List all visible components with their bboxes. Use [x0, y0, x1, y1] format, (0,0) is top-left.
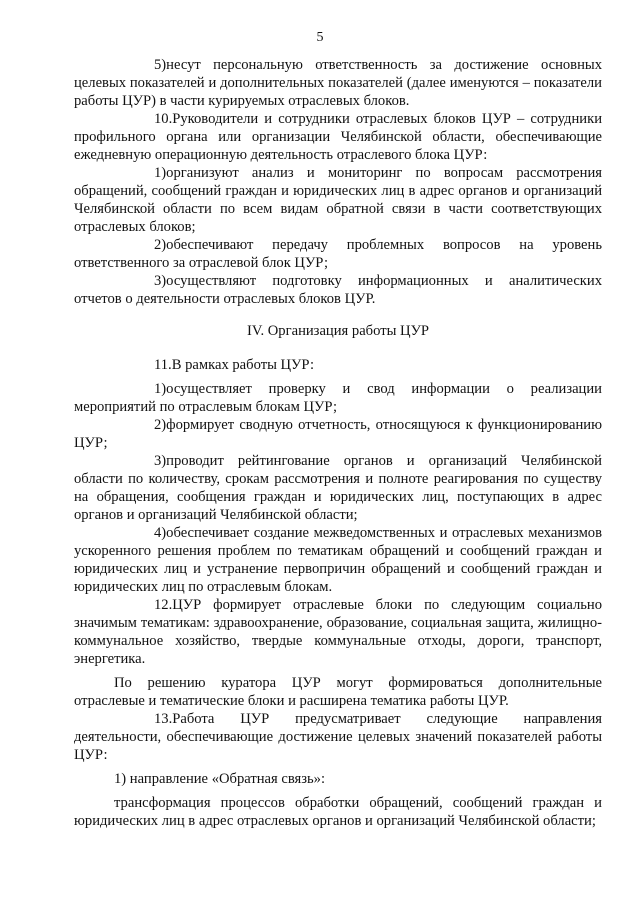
paragraph-item	[74, 674, 602, 710]
paragraph-item	[74, 110, 602, 164]
paragraph-item	[74, 710, 602, 764]
section-heading: IV. Организация работы ЦУР	[246, 323, 430, 339]
paragraph-item	[74, 524, 602, 596]
item-number: 4)	[154, 525, 167, 541]
paragraph-item	[74, 164, 602, 236]
item-text: обеспечивают передачу проблемных вопросов на уровень ответственного за отраслевой блок ЦУР;	[74, 237, 602, 271]
item-text: Работа ЦУР предусматривает следующие направления деятельности, обеспечивающие достижение целевых значений показателей работы ЦУР:	[74, 711, 602, 763]
item-text: организуют анализ и мониторинг по вопросам рассмотрения обращений, сообщений граждан и юридических лиц в адрес органов и организаций Челябинской области по всем видам обратной связи в части соответствующих отраслевых блоков;	[74, 165, 602, 235]
document-body	[74, 56, 602, 830]
item-text: трансформация процессов обработки обращений, сообщений граждан и юридических лиц в адрес отраслевых органов и организаций Челябинской области;	[74, 795, 602, 829]
item-text: 1) направление «Обратная связь»:	[114, 771, 326, 787]
paragraph-item	[74, 596, 602, 668]
paragraph-item	[74, 416, 602, 452]
item-number: 3)	[154, 453, 167, 469]
paragraph-item	[74, 770, 602, 788]
paragraph-item	[74, 380, 602, 416]
item-number: 2)	[154, 417, 167, 433]
item-text: Руководители и сотрудники отраслевых блоков ЦУР – сотрудники профильного органа или организации Челябинской области, обеспечивающие ежедневную операционную деятельность отраслевого блока ЦУР:	[74, 111, 602, 163]
item-text: осуществляет проверку и свод информации о реализации мероприятий по отраслевым блокам ЦУР;	[74, 381, 602, 415]
paragraph-item	[74, 452, 602, 524]
item-number: 3)	[154, 273, 167, 289]
item-text: ЦУР формирует отраслевые блоки по следующим социально значимым тематикам: здравоохранение, образование, социальная защита, жилищно-коммунальное хозяйство, твердые коммунальные отходы, дороги, транспорт, энергетика.	[74, 597, 602, 667]
item-number: 13.	[154, 711, 173, 727]
item-number: 2)	[154, 237, 167, 253]
item-number: 5)	[154, 57, 167, 73]
item-text: осуществляют подготовку информационных и аналитических отчетов о деятельности отраслевых блоков ЦУР.	[74, 273, 602, 307]
item-text: проводит рейтингование органов и организаций Челябинской области по количеству, срокам рассмотрения и полноте реагирования по существу на обращения, сообщения граждан и юридических лиц, поступающих в адрес органов и организаций Челябинской области;	[74, 453, 602, 523]
paragraph-item	[74, 236, 602, 272]
item-number: 10.	[154, 111, 173, 127]
item-text: несут персональную ответственность за достижение основных целевых показателей и дополнительных показателей (далее именуются – показатели работы ЦУР) в части курируемых отраслевых блоков.	[74, 57, 602, 109]
item-number: 1)	[154, 381, 167, 397]
paragraph-item	[74, 794, 602, 830]
item-text: формирует сводную отчетность, относящуюся к функционированию ЦУР;	[74, 417, 602, 451]
item-text: В рамках работы ЦУР:	[171, 357, 315, 373]
item-number: 11.	[154, 357, 172, 373]
page-number: 5	[316, 30, 324, 45]
paragraph-item	[74, 56, 602, 110]
item-number: 1)	[154, 165, 167, 181]
item-text: По решению куратора ЦУР могут формироваться дополнительные отраслевые и тематические блоки и расширена тематика работы ЦУР.	[74, 675, 602, 709]
item-number: 12.	[154, 597, 173, 613]
item-text: обеспечивает создание межведомственных и отраслевых механизмов ускоренного решения проблем по тематикам обращений и сообщений граждан и юридических лиц и устранение первопричин обращений и сообщений граждан и юридических лиц по отраслевым блокам.	[74, 525, 602, 595]
paragraph-item	[74, 356, 602, 374]
paragraph-item	[74, 272, 602, 308]
